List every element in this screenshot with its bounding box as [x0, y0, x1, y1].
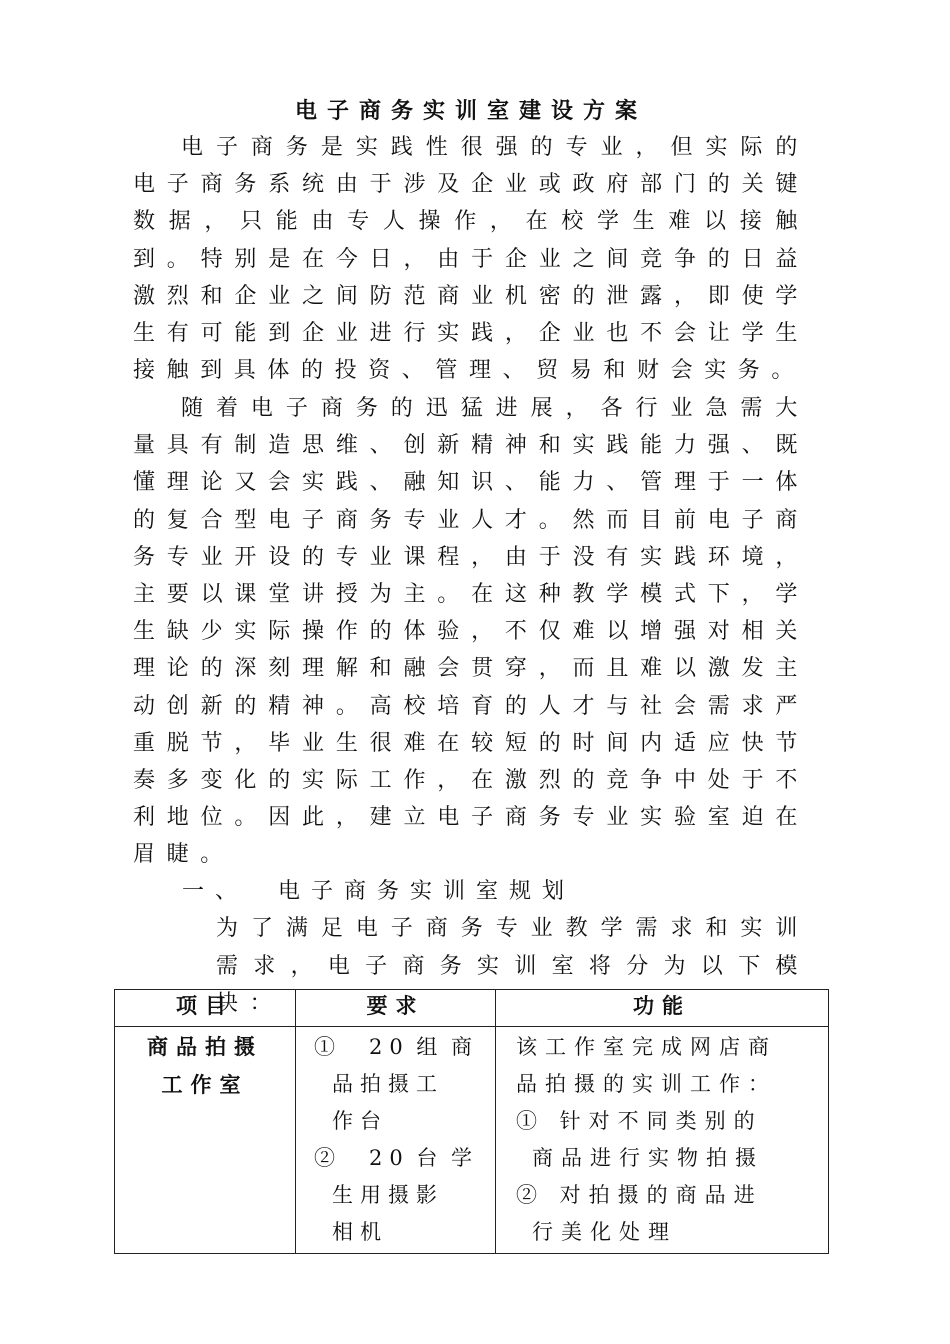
- section-number: 一、: [182, 879, 249, 904]
- function-line: ② 对拍摄的商品进: [516, 1183, 763, 1207]
- function-line: 该工作室完成网店商: [516, 1035, 777, 1059]
- module-name-line: 工作室: [161, 1072, 249, 1097]
- requirement-line: 生用摄影: [332, 1183, 444, 1207]
- table-header-row: [115, 990, 829, 1027]
- requirement-line: ② 20台学: [314, 1146, 479, 1170]
- header-requirement: 要求: [296, 990, 496, 1027]
- function-line: ① 针对不同类别的: [516, 1109, 763, 1133]
- paragraph-1: 电子商务是实践性很强的专业，但实际的电子商务系统由于涉及企业或政府部门的关键数据，只能由专人操作，在校学生难以接触到。特别是在今日，由于企业之间竞争的日益激烈和企业之间防范商业机密的泄露，即使学生有可能到企业进行实践，企业也不会让学生接触到具体的投资、管理、贸易和财会实务。: [133, 135, 809, 384]
- table-row: [115, 1027, 829, 1254]
- paragraph-2: 随着电子商务的迅猛进展，各行业急需大量具有制造思维、创新精神和实践能力强、既懂理论又会实践、融知识、能力、管理于一体的复合型电子商务专业人才。然而目前电子商务专业开设的专业课程，由于没有实践环境，主要以课堂讲授为主。在这种教学模式下，学生缺少实际操作的体验，不仅难以增强对相关理论的深刻理解和融会贯穿，而且难以激发主动创新的精神。高校培育的人才与社会需求严重脱节，毕业生很难在较短的时间内适应快节奏多变化的实际工作，在激烈的竞争中处于不利地位。因此，建立电子商务专业实验室迫在眉睫。: [133, 396, 809, 868]
- requirement-line: 相机: [332, 1220, 388, 1244]
- function-line: 品拍摄的实训工作：: [516, 1072, 777, 1096]
- requirement-line: 作台: [332, 1109, 388, 1133]
- module-name-line: 商品拍摄: [147, 1035, 263, 1059]
- section-heading: [182, 875, 575, 909]
- section-intro: 为了满足电子商务专业教学需求和实训需求，电子商务实训室将分为以下模块：: [216, 916, 809, 1016]
- document-title: 电子商务实训室建设方案: [294, 99, 647, 124]
- module-function: [496, 1027, 829, 1254]
- section-title: 电子商务实训室规划: [278, 879, 576, 904]
- requirement-line: 品拍摄工: [332, 1072, 444, 1096]
- header-function: 功能: [496, 990, 829, 1027]
- requirement-item: [314, 1140, 479, 1251]
- function-line: 行美化处理: [532, 1220, 677, 1244]
- requirement-item: [314, 1029, 479, 1140]
- requirement-line: ① 20组商: [314, 1035, 479, 1059]
- function-line: 商品进行实物拍摄: [532, 1146, 764, 1170]
- modules-table: [114, 989, 829, 1254]
- module-requirements: [296, 1027, 496, 1254]
- module-name: [115, 1027, 296, 1254]
- header-project: 项目: [115, 990, 296, 1027]
